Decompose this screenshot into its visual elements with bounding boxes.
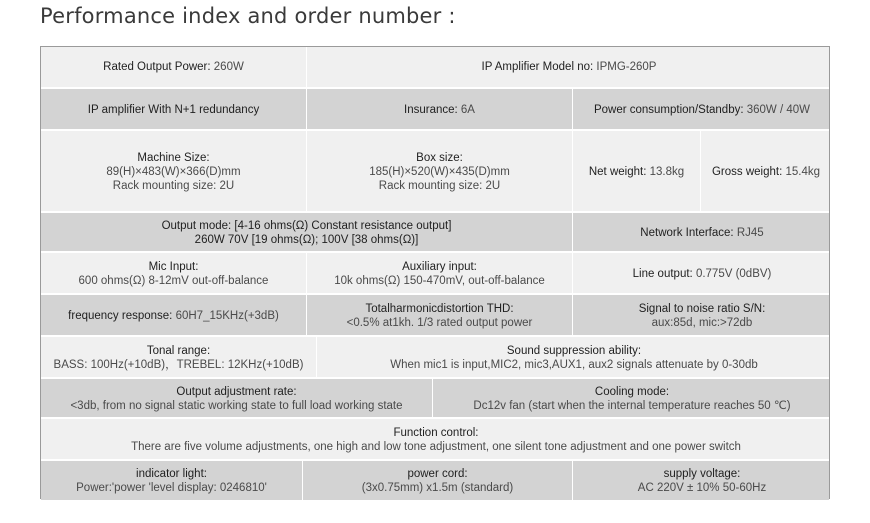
gross-weight-cell: [701, 131, 831, 213]
supply-voltage-cell: [573, 461, 831, 500]
cell-line: Rack mounting size: 2U: [112, 180, 235, 192]
network-interface-cell: [573, 213, 831, 253]
cell-label: Box size:: [416, 152, 463, 164]
cell-label: Totalharmonicdistortion THD:: [365, 303, 514, 315]
net-weight-cell: [573, 131, 701, 213]
cell-value: 360W / 40W: [746, 104, 811, 116]
cell-label: Gross weight:: [711, 166, 783, 178]
cell-value: 260W: [213, 61, 244, 73]
cell-label: Power consumption/Standby:: [593, 104, 744, 116]
cell-label: Sound suppression ability:: [506, 345, 642, 357]
cell-line: There are five volume adjustments, one high and low tone adjustment, one silent tone adjustment and one power switch: [131, 441, 741, 453]
spec-row: [41, 459, 829, 500]
cell-label: Machine Size:: [137, 152, 210, 164]
cell-label: Mic Input:: [148, 261, 199, 273]
cell-label: Line output:: [632, 268, 693, 280]
indicator-light-cell: [41, 461, 303, 500]
cell-label: Insurance:: [404, 104, 458, 116]
insurance-cell: [307, 89, 573, 131]
cell-line: Dc12v fan (start when the internal temperature reaches 50 ℃): [473, 400, 791, 412]
cell-value: 0.775V (0dBV): [695, 268, 772, 280]
spec-row: [41, 211, 829, 253]
tonal-range-cell: [41, 337, 317, 379]
snr-cell: [573, 295, 831, 337]
cell-label: Output mode: [4-16 ohms(Ω) Constant resistance output]: [161, 220, 452, 232]
power-cord-cell: [303, 461, 573, 500]
cell-label: Cooling mode:: [594, 386, 670, 398]
model-number-cell: [307, 47, 831, 87]
function-control-cell: [41, 419, 831, 461]
cell-label: Tonal range:: [146, 345, 211, 357]
cell-line: <3db, from no signal static working state to full load working state: [70, 400, 403, 412]
cell-value: IPMG-260P: [596, 61, 657, 73]
cell-label: Auxiliary input:: [402, 261, 477, 273]
output-adjustment-cell: [41, 379, 433, 419]
cell-line: When mic1 is input,MIC2, mic3,AUX1, aux2 signals attenuate by 0-30db: [390, 359, 758, 371]
cell-line: BASS: 100Hz(+10dB)，TREBEL: 12KHz(+10dB): [53, 359, 304, 371]
cell-label: supply voltage:: [663, 467, 741, 480]
spec-row: [41, 129, 829, 213]
cell-line: 260W 70V [19 ohms(Ω); 100V [38 ohms(Ω)]: [194, 234, 419, 246]
spec-row: [41, 251, 829, 295]
cell-value: 15.4kg: [785, 166, 821, 178]
spec-row: [41, 417, 829, 461]
cell-label: Network Interface:: [640, 227, 734, 239]
cell-label: Rated Output Power:: [103, 61, 211, 73]
cell-line: Power:'power 'level display: 0246810': [76, 481, 267, 494]
cell-value: 13.8kg: [649, 166, 685, 178]
redundancy-cell: [41, 89, 307, 131]
frequency-response-cell: [41, 295, 307, 337]
cell-value: 6A: [460, 104, 475, 116]
spec-row: [41, 377, 829, 419]
cell-line: aux:85d, mic:>72db: [651, 317, 753, 329]
cell-label: Signal to noise ratio S/N:: [638, 303, 766, 315]
output-mode-cell: [41, 213, 573, 253]
spec-row: [41, 293, 829, 337]
cell-value: 60H7_15KHz(+3dB): [175, 310, 279, 322]
cell-label: frequency response:: [68, 310, 173, 322]
thd-cell: [307, 295, 573, 337]
cooling-mode-cell: [433, 379, 831, 419]
rated-output-power-cell: [41, 47, 307, 87]
box-size-cell: [307, 131, 573, 213]
cell-label: IP amplifier With N+1 redundancy: [87, 104, 260, 116]
spec-row: [41, 87, 829, 131]
auxiliary-input-cell: [307, 253, 573, 295]
cell-label: indicator light:: [136, 467, 207, 480]
machine-size-cell: [41, 131, 307, 213]
sound-suppression-cell: [317, 337, 831, 379]
spec-row: [41, 335, 829, 379]
page-title: Performance index and order number :: [40, 4, 456, 28]
cell-label: power cord:: [407, 467, 468, 480]
cell-label: Output adjustment rate:: [176, 386, 297, 398]
cell-label: Function control:: [393, 427, 479, 439]
spec-table: [40, 46, 830, 499]
cell-label: Net weight:: [588, 166, 647, 178]
line-output-cell: [573, 253, 831, 295]
cell-value: RJ45: [736, 227, 764, 239]
cell-line: Rack mounting size: 2U: [378, 180, 501, 192]
spec-row: [41, 47, 829, 87]
cell-line: (3x0.75mm) x1.5m (standard): [361, 481, 514, 494]
cell-line: <0.5% at1kh. 1/3 rated output power: [346, 317, 533, 329]
cell-label: IP Amplifier Model no:: [481, 61, 594, 73]
cell-line: AC 220V ± 10% 50-60Hz: [637, 481, 767, 494]
cell-line: 600 ohms(Ω) 8-12mV out-off-balance: [78, 275, 269, 287]
cell-line: 89(H)×483(W)×366(D)mm: [106, 166, 241, 178]
cell-line: 10k ohms(Ω) 150-470mV, out-off-balance: [334, 275, 545, 287]
mic-input-cell: [41, 253, 307, 295]
power-consumption-cell: [573, 89, 831, 131]
cell-line: 185(H)×520(W)×435(D)mm: [369, 166, 510, 178]
